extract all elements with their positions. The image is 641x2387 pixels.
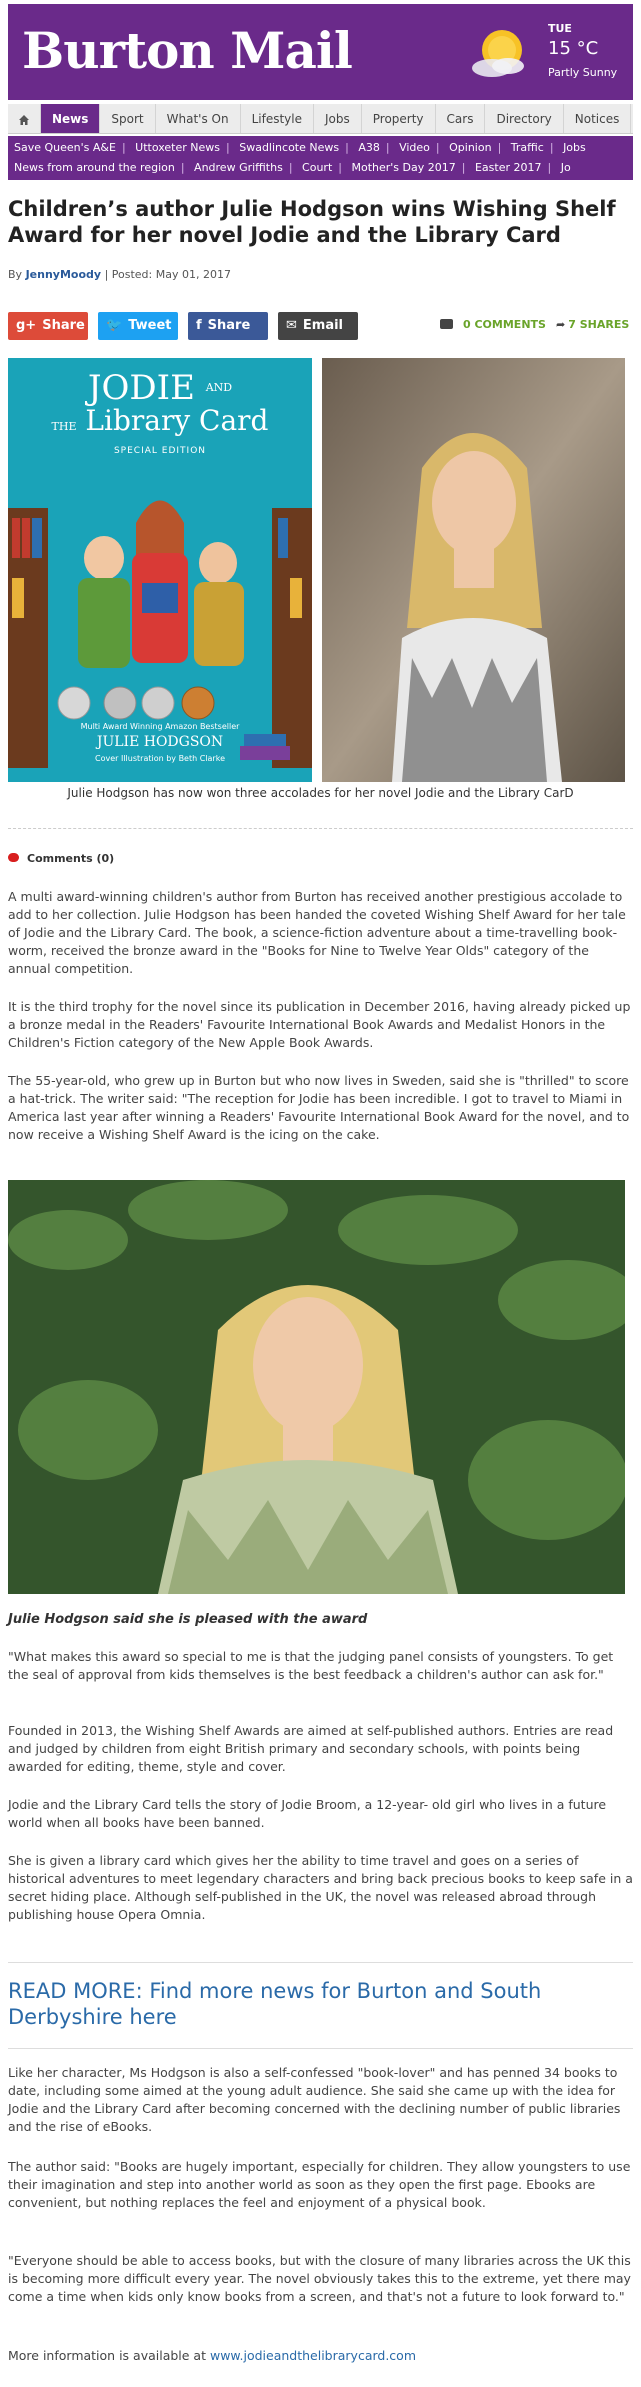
book-title-the: THE <box>51 420 77 433</box>
masthead <box>8 4 633 100</box>
share-label: Share <box>207 318 251 333</box>
subnav-link[interactable]: A38 <box>358 141 380 154</box>
article-paragraph: "Everyone should be able to access books, but with the closure of many libraries across the UK this is becoming more difficult every year. The novel obviously takes this to the extreme, yet there may come a time when kids only know books from a screen, and that's not a future to look forward to." <box>8 2253 631 2304</box>
subnav-link[interactable]: Uttoxeter News <box>135 141 221 154</box>
nav-directory[interactable]: Directory <box>485 104 563 134</box>
sub-nav-row: News from around the region | Andrew Griffiths | Court | Mother's Day 2017 | Easter 2017 | Jo <box>14 161 571 174</box>
divider <box>8 828 633 829</box>
comments-count-label: 0 COMMENTS <box>463 318 546 331</box>
share-label: Share <box>42 318 85 333</box>
facebook-icon: f <box>196 318 202 333</box>
share-bar <box>8 312 633 342</box>
sub-nav <box>8 136 633 180</box>
book-title-library-card: Library Card <box>85 404 269 437</box>
subnav-link[interactable]: Mother's Day 2017 <box>351 161 456 174</box>
sun-cloud-icon <box>464 18 534 88</box>
subnav-link[interactable]: Swadlincote News <box>239 141 340 154</box>
book-tagline: Multi Award Winning Amazon Bestseller <box>80 722 240 731</box>
article-paragraph: Like her character, Ms Hodgson is also a self-confessed "book-lover" and has penned 34 books to date, including some aimed at the young adult audience. She said she came up with the idea for Jodie and the Library Card after becoming concerned with the declining number of public libraries and the rise of eBooks. <box>8 2065 621 2134</box>
comment-icon <box>440 319 453 329</box>
article-paragraph: A multi award-winning children's author from Burton has received another prestigious accolade to add to her collection. Julie Hodgson has been handed the coveted Wishing Shelf Award for her tale of Jodie and the Library Card. The book, a science-fiction adventure about a time-travelling book-worm, received the bronze award in the "Books for Nine to Twelve Year Olds" category of the annual competition. <box>8 889 626 976</box>
nav-property[interactable]: Property <box>362 104 436 134</box>
subnav-link[interactable]: Save Queen's A&E <box>14 141 116 154</box>
shares-count <box>556 318 629 331</box>
article-paragraph: Jodie and the Library Card tells the story of Jodie Broom, a 12-year- old girl who lives in a future world when all books have been banned. <box>8 1797 607 1830</box>
website-link[interactable]: www.jodieandthelibrarycard.com <box>209 2348 417 2363</box>
image-caption: Julie Hodgson said she is pleased with the award <box>8 1612 368 1627</box>
subnav-link[interactable]: Video <box>399 141 430 154</box>
image-caption: Julie Hodgson has now won three accolades for her novel Jodie and the Library CarD <box>67 786 574 800</box>
book-title-and: AND <box>205 381 233 394</box>
envelope-icon: ✉ <box>286 318 297 333</box>
share-label: Email <box>302 318 344 333</box>
book-edition: SPECIAL EDITION <box>113 446 207 456</box>
subnav-link[interactable]: News from around the region <box>14 161 175 174</box>
more-info <box>8 2348 416 2363</box>
book-illustrator: Cover Illustration by Beth Clarke <box>95 754 225 763</box>
twitter-share-button[interactable] <box>98 312 178 340</box>
facebook-share-button[interactable] <box>188 312 268 340</box>
weather-description: Partly Sunny <box>548 66 618 79</box>
site-logo[interactable]: Burton Mail <box>22 21 352 80</box>
google-plus-share-button[interactable] <box>8 312 88 340</box>
google-plus-icon: g+ <box>16 318 37 333</box>
subnav-link[interactable]: Jo <box>560 161 571 174</box>
article-paragraph: The author said: "Books are hugely important, especially for children. They allow youngsters to use their imagination and step into another world as soon as they open the first page. Ebooks are convenient, but nothing replaces the feel and enjoyment of a physical book. <box>8 2159 631 2210</box>
subnav-link[interactable]: Easter 2017 <box>474 161 542 174</box>
divider <box>8 2048 633 2049</box>
article-headline: Children’s author Julie Hodgson wins Wishing Shelf Award for her novel Jodie and the Library Card <box>8 197 616 247</box>
posted-date: | Posted: May 01, 2017 <box>104 268 231 281</box>
author-portrait-illustration <box>322 358 625 782</box>
share-label: Tweet <box>128 318 172 333</box>
byline-by: By <box>8 268 23 281</box>
subnav-link[interactable]: Opinion <box>449 141 492 154</box>
twitter-icon: 🐦 <box>106 318 123 333</box>
subnav-link[interactable]: Court <box>302 161 333 174</box>
comments-count-link[interactable] <box>440 318 546 331</box>
nav-notices[interactable]: Notices <box>564 104 632 134</box>
subnav-link[interactable]: Jobs <box>563 141 586 154</box>
nav-whats-on[interactable]: What's On <box>156 104 241 134</box>
article-paragraph: "What makes this award so special to me is that the judging panel consists of youngsters. To get the seal of approval from kids themselves is the best feedback a children's author can ask for." <box>8 1649 614 1682</box>
read-more-link[interactable]: READ MORE: Find more news for Burton and South Derbyshire here <box>8 1979 542 2029</box>
book-title-line2 <box>8 406 312 442</box>
nav-jobs[interactable]: Jobs <box>314 104 362 134</box>
author-garden-illustration <box>8 1180 625 1594</box>
article-paragraph: The 55-year-old, who grew up in Burton but who now lives in Sweden, said she is "thrilled" to score a hat-trick. The writer said: "The reception for Jodie has been incredible. I got to travel to Miami in America last year after winning a Readers' Favourite International Book Award for the novel, and to now receive a Wishing Shelf Award is the icing on the cake. <box>8 1073 630 1142</box>
author-link[interactable]: JennyMoody <box>25 268 102 281</box>
subnav-link[interactable]: Andrew Griffiths <box>194 161 283 174</box>
nav-cars[interactable]: Cars <box>436 104 486 134</box>
book-title-jodie: JODIE <box>87 368 195 408</box>
article-paragraph: Founded in 2013, the Wishing Shelf Awards are aimed at self-published authors. Entries are read and judged by children from eight British primary and secondary schools, with points being awarded for editing, theme, style and cover. <box>8 1723 614 1774</box>
home-icon[interactable] <box>8 104 41 134</box>
byline <box>8 268 231 281</box>
comment-bubble-icon <box>8 853 19 862</box>
weather-day: TUE <box>548 22 572 35</box>
author-garden-portrait-image <box>8 1180 625 1594</box>
book-author: JULIE HODGSON <box>96 734 224 750</box>
book-title-line1 <box>8 370 312 406</box>
comments-heading[interactable] <box>8 852 114 865</box>
book-cover-image <box>8 358 312 782</box>
main-nav <box>8 104 633 134</box>
divider <box>8 1962 633 1963</box>
shares-count-label: 7 SHARES <box>568 318 630 331</box>
article-paragraph: She is given a library card which gives her the ability to time travel and goes on a series of historical adventures to meet legendary characters and bring back precious books to keep safe in a secret hiding place. Although self-published in the UK, the novel was released abroad through publishing house Opera Omnia. <box>8 1853 633 1922</box>
more-info-label: More information is available at <box>8 2348 206 2363</box>
share-arrow-icon: ➦ <box>556 318 566 331</box>
nav-sport[interactable]: Sport <box>100 104 155 134</box>
nav-lifestyle[interactable]: Lifestyle <box>241 104 314 134</box>
article-paragraph: It is the third trophy for the novel since its publication in December 2016, having already picked up a bronze medal in the Readers' Favourite International Book Awards and Medalist Honors in the Children's Fiction category of the New Apple Book Awards. <box>8 999 631 1050</box>
weather-temperature: 15 °C <box>548 38 599 59</box>
subnav-link[interactable]: Traffic <box>510 141 544 154</box>
nav-news[interactable]: News <box>41 104 100 134</box>
author-portrait-image <box>322 358 625 782</box>
comments-heading-label: Comments (0) <box>27 852 115 865</box>
email-share-button[interactable] <box>278 312 358 340</box>
sub-nav-row: Save Queen's A&E | Uttoxeter News | Swadlincote News | A38 | Video | Opinion | Traffic | Jobs <box>14 141 586 154</box>
